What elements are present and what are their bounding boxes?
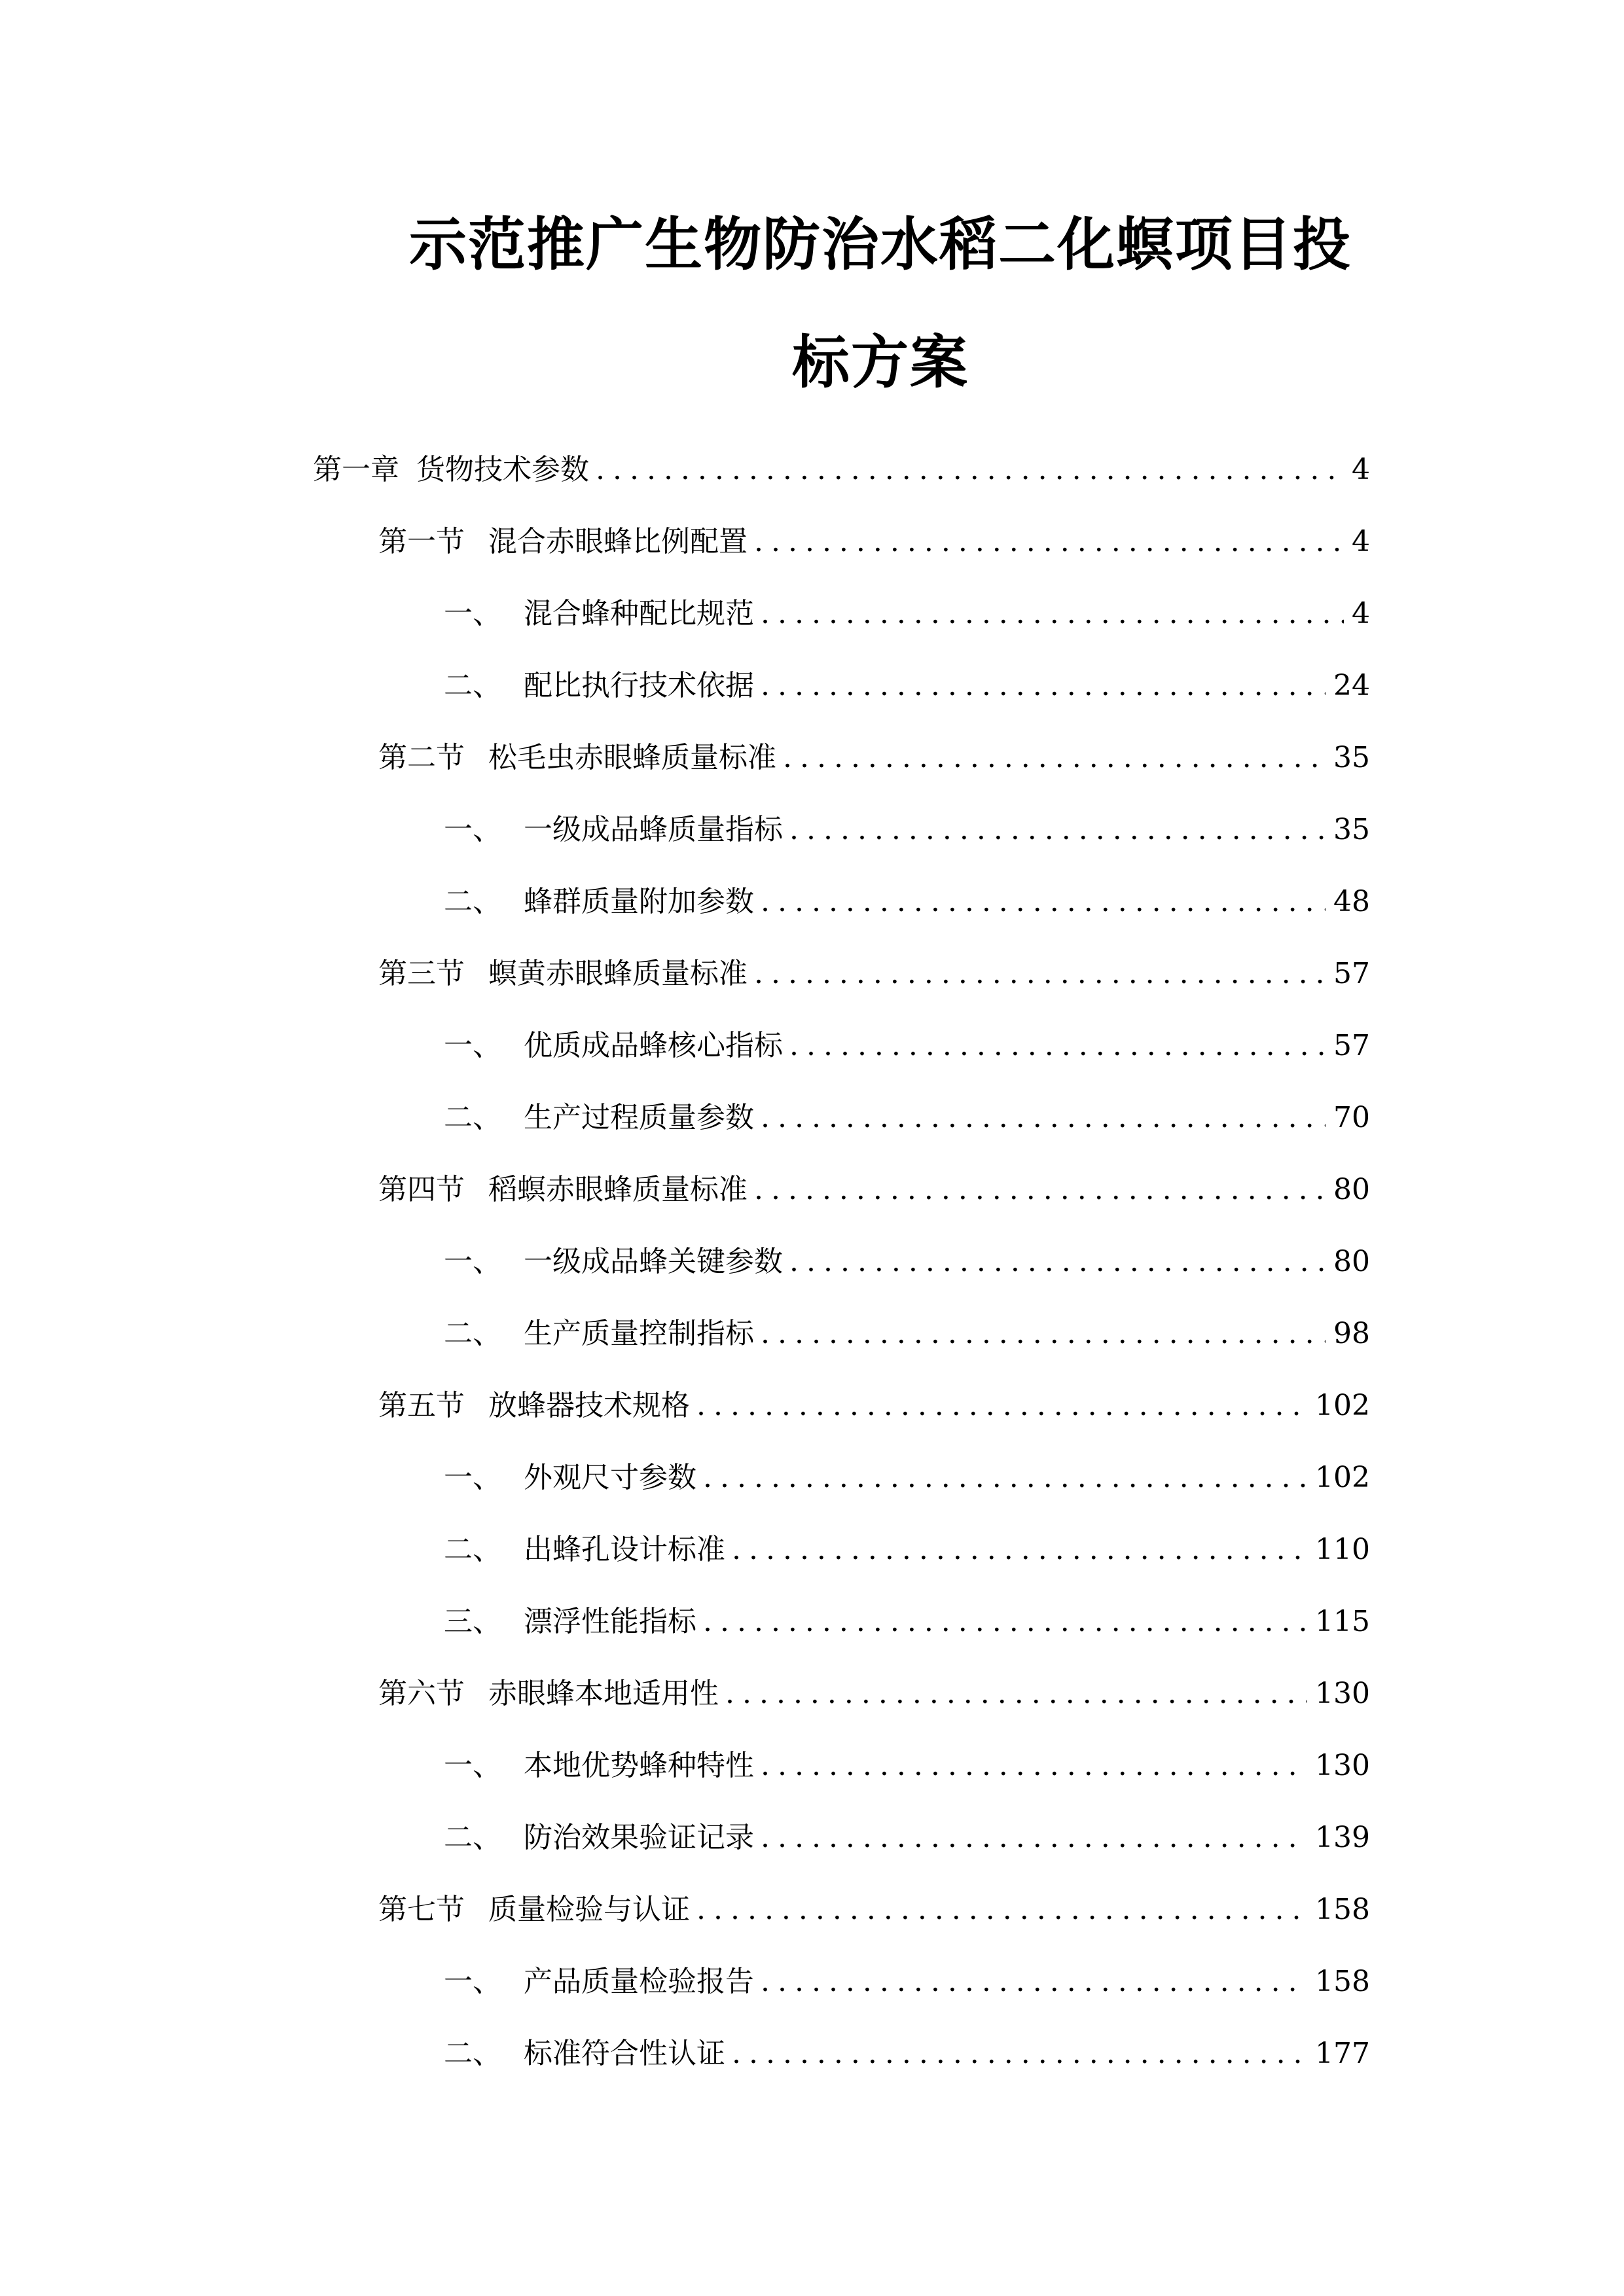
toc-entry[interactable] (444, 882, 1370, 922)
toc-dot-leader (761, 1818, 1307, 1857)
toc-entry-number: 第一节 (378, 525, 465, 558)
toc-entry-page-number: 57 (1333, 957, 1370, 990)
toc-entry-page-number: 115 (1315, 1605, 1370, 1638)
toc-entry-number: 一、 (444, 1461, 501, 1494)
toc-entry-page-number: 130 (1315, 1749, 1370, 1782)
toc-entry-page-number: 158 (1315, 1893, 1370, 1926)
toc-entry-number: 二、 (444, 2037, 501, 2070)
toc-entry-number: 一、 (444, 1749, 501, 1782)
toc-entry-number: 一、 (444, 813, 501, 846)
toc-entry-number: 二、 (444, 1317, 501, 1350)
toc-entry-label: 标准符合性认证 (524, 2037, 725, 2070)
toc-dot-leader (761, 1314, 1326, 1354)
toc-entry-page-number: 4 (1352, 597, 1370, 630)
toc-entry-label: 优质成品蜂核心指标 (524, 1029, 783, 1062)
toc-entry[interactable] (444, 666, 1370, 706)
toc-dot-leader (783, 738, 1326, 778)
toc-entry-label: 生产过程质量参数 (524, 1101, 754, 1134)
toc-entry-label: 混合赤眼蜂比例配置 (488, 525, 748, 558)
toc-dot-leader (732, 1530, 1307, 1570)
toc-entry-label: 质量检验与认证 (488, 1893, 690, 1926)
toc-entry-page-number: 48 (1333, 885, 1370, 918)
toc-dot-leader (761, 594, 1344, 634)
toc-entry-label: 赤眼蜂本地适用性 (488, 1677, 719, 1710)
toc-dot-leader (761, 1746, 1307, 1785)
toc-entry-label: 蜂群质量附加参数 (524, 885, 754, 918)
toc-entry-page-number: 4 (1352, 525, 1370, 558)
toc-entry[interactable] (444, 1746, 1370, 1785)
toc-entry-number: 第七节 (378, 1893, 465, 1926)
toc-entry[interactable] (313, 450, 1370, 490)
toc-entry-number: 一、 (444, 1245, 501, 1278)
toc-dot-leader (703, 1602, 1307, 1641)
toc-entry-page-number: 98 (1333, 1317, 1370, 1350)
toc-dot-leader (761, 1962, 1307, 2001)
toc-entry[interactable] (444, 1026, 1370, 1066)
toc-entry-page-number: 24 (1333, 669, 1370, 702)
toc-entry-number: 第二节 (378, 741, 465, 774)
toc-entry-label: 放蜂器技术规格 (488, 1389, 690, 1422)
toc-entry-number: 一、 (444, 597, 501, 630)
toc-entry-page-number: 177 (1315, 2037, 1370, 2070)
toc-entry[interactable] (444, 1530, 1370, 1570)
toc-entry-page-number: 35 (1333, 813, 1370, 846)
toc-entry-number: 第六节 (378, 1677, 465, 1710)
toc-entry-label: 混合蜂种配比规范 (524, 597, 754, 630)
toc-entry-number: 二、 (444, 1101, 501, 1134)
toc-entry[interactable] (444, 594, 1370, 634)
toc-entry-number: 第一章 (313, 453, 399, 486)
document-title-line-2: 标方案 (791, 329, 969, 396)
toc-entry[interactable] (378, 954, 1370, 994)
toc-dot-leader (761, 1098, 1326, 1138)
toc-dot-leader (789, 1026, 1326, 1066)
toc-entry[interactable] (378, 1170, 1370, 1210)
toc-entry[interactable] (378, 1386, 1370, 1426)
toc-entry-label: 配比执行技术依据 (524, 669, 754, 702)
toc-entry-number: 第五节 (378, 1389, 465, 1422)
toc-entry[interactable] (444, 810, 1370, 850)
toc-entry[interactable] (378, 1674, 1370, 1713)
toc-entry-label: 一级成品蜂质量指标 (524, 813, 783, 846)
toc-entry-page-number: 57 (1333, 1029, 1370, 1062)
toc-entry-number: 第三节 (378, 957, 465, 990)
toc-dot-leader (789, 1242, 1326, 1282)
toc-dot-leader (703, 1458, 1307, 1498)
toc-entry-page-number: 4 (1352, 453, 1370, 486)
toc-dot-leader (761, 882, 1326, 922)
toc-dot-leader (696, 1386, 1307, 1426)
toc-entry-label: 松毛虫赤眼蜂质量标准 (488, 741, 776, 774)
toc-entry-number: 第四节 (378, 1173, 465, 1206)
toc-entry[interactable] (444, 1098, 1370, 1138)
toc-entry[interactable] (444, 1242, 1370, 1282)
toc-entry-label: 稻螟赤眼蜂质量标准 (488, 1173, 748, 1206)
toc-entry-number: 一、 (444, 1965, 501, 1998)
toc-dot-leader (732, 2034, 1307, 2073)
toc-entry[interactable] (444, 1314, 1370, 1354)
toc-dot-leader (696, 1890, 1307, 1929)
toc-entry[interactable] (444, 1458, 1370, 1498)
toc-entry-number: 二、 (444, 669, 501, 702)
toc-dot-leader (754, 1170, 1326, 1210)
toc-entry[interactable] (444, 2034, 1370, 2073)
toc-dot-leader (754, 954, 1326, 994)
toc-entry-number: 一、 (444, 1029, 501, 1062)
toc-dot-leader (754, 522, 1344, 562)
toc-dot-leader (789, 810, 1326, 850)
toc-entry-number: 二、 (444, 1821, 501, 1854)
toc-entry-page-number: 35 (1333, 741, 1370, 774)
toc-dot-leader (761, 666, 1326, 706)
toc-entry-page-number: 102 (1315, 1461, 1370, 1494)
toc-entry-label: 产品质量检验报告 (524, 1965, 754, 1998)
toc-entry-label: 螟黄赤眼蜂质量标准 (488, 957, 748, 990)
toc-entry-label: 防治效果验证记录 (524, 1821, 754, 1854)
toc-entry-page-number: 110 (1315, 1533, 1370, 1566)
toc-entry-page-number: 70 (1333, 1101, 1370, 1134)
toc-entry-label: 一级成品蜂关键参数 (524, 1245, 783, 1278)
toc-entry[interactable] (444, 1818, 1370, 1857)
toc-entry[interactable] (378, 522, 1370, 562)
toc-entry-page-number: 102 (1315, 1389, 1370, 1422)
toc-entry-number: 二、 (444, 885, 501, 918)
toc-entry-label: 货物技术参数 (416, 453, 589, 486)
toc-entry-label: 本地优势蜂种特性 (524, 1749, 754, 1782)
document-title-line-1: 示范推广生物防治水稻二化螟项目投 (408, 211, 1352, 278)
toc-entry-label: 生产质量控制指标 (524, 1317, 754, 1350)
toc-entry[interactable] (444, 1962, 1370, 2001)
toc-entry[interactable] (378, 738, 1370, 778)
toc-entry[interactable] (378, 1890, 1370, 1929)
toc-entry-page-number: 80 (1333, 1173, 1370, 1206)
toc-entry-label: 外观尺寸参数 (524, 1461, 696, 1494)
toc-entry-page-number: 130 (1315, 1677, 1370, 1710)
toc-entry-page-number: 158 (1315, 1965, 1370, 1998)
toc-entry-label: 漂浮性能指标 (524, 1605, 696, 1638)
toc-entry-page-number: 80 (1333, 1245, 1370, 1278)
toc-dot-leader (596, 450, 1344, 490)
toc-entry[interactable] (444, 1602, 1370, 1641)
toc-dot-leader (725, 1674, 1307, 1713)
toc-entry-label: 出蜂孔设计标准 (524, 1533, 725, 1566)
toc-entry-number: 二、 (444, 1533, 501, 1566)
toc-entry-number: 三、 (444, 1605, 501, 1638)
toc-entry-page-number: 139 (1315, 1821, 1370, 1854)
